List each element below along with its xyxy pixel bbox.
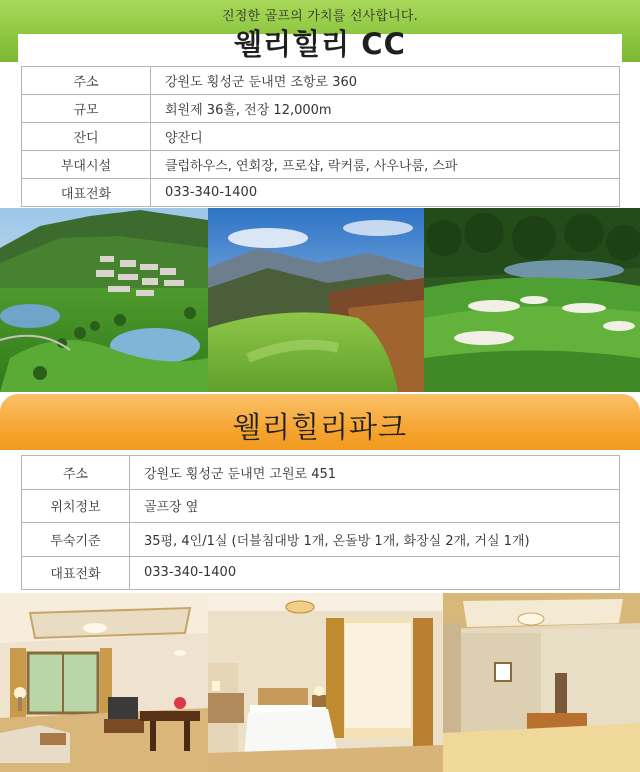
row-value: 골프장 옆	[130, 489, 620, 523]
row-value: 35평, 4인/1실 (더블침대방 1개, 온돌방 1개, 화장실 2개, 거실 1개)	[130, 523, 620, 557]
park-title: 웰리힐리파크	[232, 410, 408, 444]
row-value: 033-340-1400	[130, 556, 620, 590]
row-label: 대표전화	[22, 556, 130, 590]
row-value: 회원제 36홀, 전장 12,000m	[151, 95, 620, 123]
table-row	[22, 179, 620, 207]
resort-aerial-photo	[0, 208, 208, 392]
golf-course-title: 웰리힐리 CC	[234, 27, 406, 61]
row-value: 클럽하우스, 연회장, 프로샵, 락커룸, 사우나룸, 스파	[151, 151, 620, 179]
row-label: 규모	[22, 95, 151, 123]
row-label: 잔디	[22, 123, 151, 151]
table-row	[22, 523, 620, 557]
park-info-table	[21, 455, 620, 590]
table-row	[22, 456, 620, 490]
table-row	[22, 489, 620, 523]
table-row	[22, 67, 620, 95]
row-value: 양잔디	[151, 123, 620, 151]
table-row	[22, 95, 620, 123]
row-label: 대표전화	[22, 179, 151, 207]
row-label: 부대시설	[22, 151, 151, 179]
mountain-fairway-photo	[208, 208, 424, 392]
row-value: 강원도 횡성군 둔내면 조항로 360	[151, 67, 620, 95]
row-value: 033-340-1400	[151, 179, 620, 207]
row-label: 주소	[22, 456, 130, 490]
row-label: 투숙기준	[22, 523, 130, 557]
row-value: 강원도 횡성군 둔내면 고원로 451	[130, 456, 620, 490]
table-row	[22, 123, 620, 151]
bedroom-photo	[208, 593, 443, 772]
table-row	[22, 151, 620, 179]
ondol-room-photo	[443, 593, 640, 772]
row-label: 위치정보	[22, 489, 130, 523]
table-row	[22, 556, 620, 590]
row-label: 주소	[22, 67, 151, 95]
bunker-green-photo	[424, 208, 640, 392]
golf-course-info-table	[21, 66, 620, 207]
living-room-photo	[0, 593, 208, 772]
tagline: 진정한 골프의 가치를 선사합니다.	[222, 9, 418, 24]
